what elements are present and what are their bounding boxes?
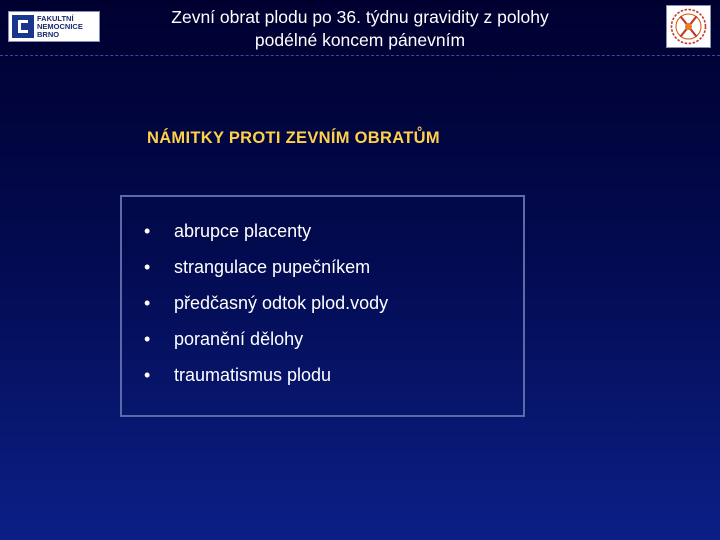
list-item-text: poranění dělohy: [174, 329, 304, 349]
hospital-logo-mark-icon: [12, 15, 34, 38]
list-item-text: strangulace pupečníkem: [174, 257, 371, 277]
bullet-icon: •: [144, 365, 151, 385]
list-item: [144, 257, 370, 278]
section-heading: NÁMITKY PROTI ZEVNÍM OBRATŮM: [147, 129, 440, 147]
hospital-logo-text: [37, 15, 99, 39]
clinic-emblem: [666, 5, 711, 48]
list-item-text: abrupce placenty: [174, 221, 312, 241]
clinic-emblem-icon: [667, 6, 710, 47]
hospital-logo-line-3: BRNO: [37, 30, 60, 39]
bullet-icon: •: [144, 257, 151, 277]
list-item: [144, 221, 311, 242]
list-item: [144, 329, 303, 350]
bullet-icon: •: [144, 329, 151, 349]
list-item: [144, 365, 331, 386]
header-bar: [0, 0, 720, 56]
hospital-logo-line-2: NEMOCNICE: [37, 22, 83, 31]
list-item-text: předčasný odtok plod.vody: [174, 293, 389, 313]
hospital-logo-line-1: FAKULTNÍ: [37, 14, 74, 23]
list-item-text: traumatismus plodu: [174, 365, 332, 385]
hospital-logo: [8, 11, 100, 42]
slide-title-line-2: podélné koncem pánevním: [254, 30, 466, 50]
slide-title: [110, 6, 610, 52]
bullet-icon: •: [144, 221, 151, 241]
bullet-list-box: [120, 195, 525, 417]
slide-title-line-1: Zevní obrat plodu po 36. týdnu gravidity z polohy: [171, 7, 549, 27]
list-item: [144, 293, 388, 314]
bullet-icon: •: [144, 293, 151, 313]
